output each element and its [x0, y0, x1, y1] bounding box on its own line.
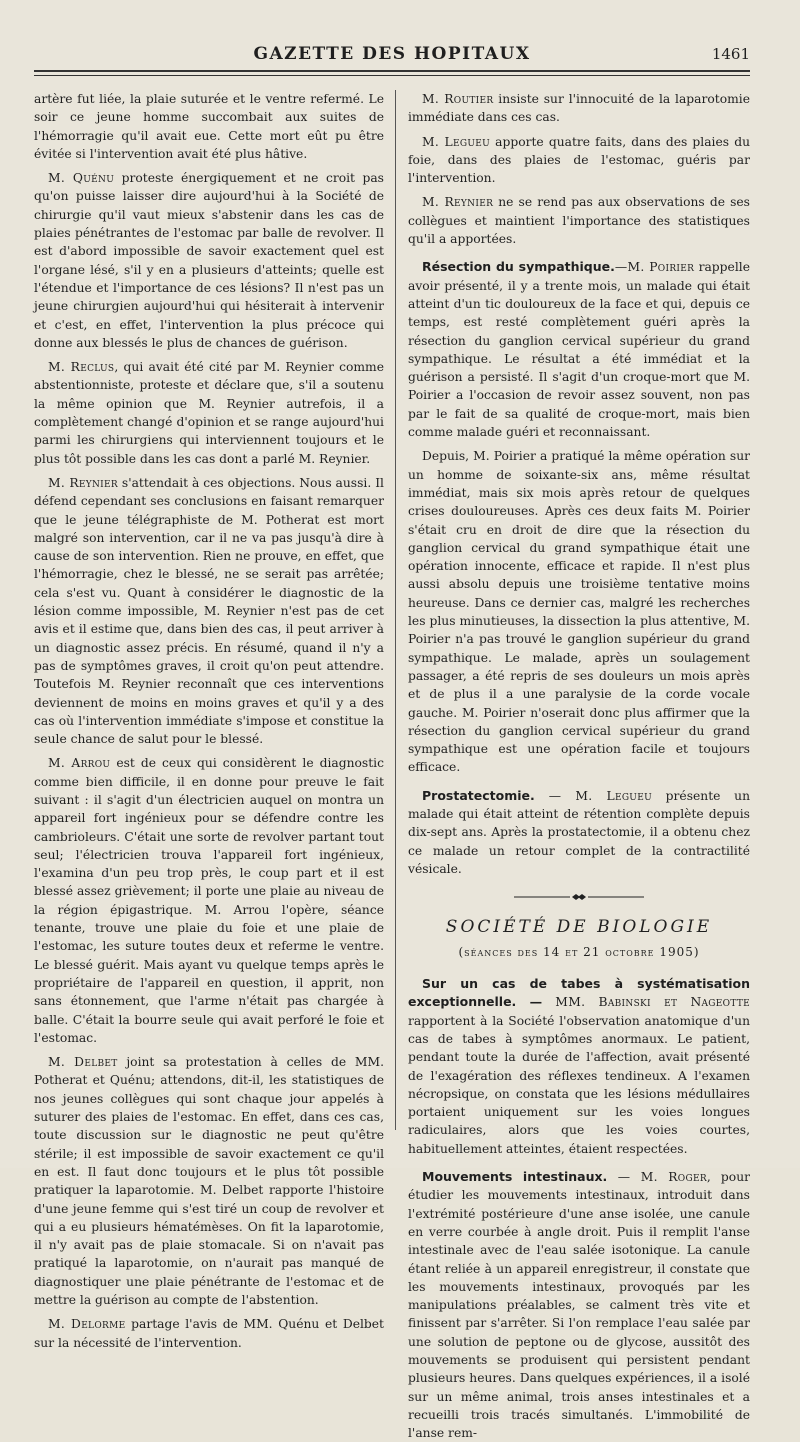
- section-paragraph: Sur un cas de tabes à systématisation exceptionnelle. — MM. Babinski et Nageotte rapportent à la Société l'observation anatomique d'un cas de tabes à symptômes anormaux. Le patient, pendant toute la durée de l'affection, avait présenté de l'exagération des réflexes tendineux. A l'examen nécropsique, on constata que les lésions médullaires portaient uniquement sur les voies longues radiculaires, alors que les voies courtes, habituellement atteintes, étaient respectées.: [408, 976, 750, 1156]
- paragraph: M. Routier insiste sur l'innocuité de la laparotomie immédiate dans ces cas.: [408, 92, 750, 125]
- speaker-name: M. Legueu: [422, 134, 490, 149]
- section-heading: Sur un cas de tabes à systématisation exceptionnelle. —: [408, 976, 750, 1010]
- speaker-name: — M. Legueu: [534, 788, 652, 803]
- session-dates: (séances des 14 et 21 octobre 1905): [458, 944, 700, 959]
- speaker-name: MM. Babinski et Nageotte: [542, 995, 750, 1010]
- speaker-name: — M. Roger: [607, 1170, 707, 1185]
- speaker-name: M. Delbet: [48, 1055, 118, 1070]
- page-number: 1461: [711, 45, 750, 63]
- speaker-name: —M. Poirier: [614, 260, 695, 275]
- paragraph: M. Arrou est de ceux qui considèrent le diagnostic comme bien difficile, il en donne pour preuve le fait suivant : il s'agit d'un électricien auquel on montra un appareil fort ingénieux pour se défendre contre les cambrioleurs. C'était une sorte de revolver partant tout seul; l'électricien trouva l'appareil fort ingénieux, l'examina d'un peu trop près, le coup part et il est blessé assez grièvement; il porte une plaie au niveau de la région épigastrique. M. Arrou l'opère, séance tenante, trouve une plaie du foie et une plaie de l'estomac, les suture toutes deux et referme le ventre. Le blessé guérit. Mais ayant vu quelque temps après le propriétaire de l'appareil en question, il apprit, non sans étonnement, que l'arme n'était pas chargée à balle. C'était la bourre seule qui avait perforé le foie et l'estomac.: [34, 756, 384, 1045]
- section-heading: Résection du sympathique.: [422, 259, 615, 275]
- paragraph: Depuis, M. Poirier a pratiqué la même opération sur un homme de soixante-six ans, même résultat immédiat, mais six mois après retour de quelques crises douloureuses. Après ces deux faits M. Poirier s'était cru en droit de dire que la résection du ganglion cervical du grand sympathique était une opération innocente, efficace et rapide. Il n'est plus aussi absolu depuis une troisième tentative moins heureuse. Dans ce dernier cas, malgré les recherches les plus minutieuses, la dissection la plus attentive, M. Poirier n'a pas trouvé le ganglion supérieur du grand sympathique. Le malade, après un soulagement passager, a été repris de ses douleurs un mois après et de plus il a une paralysie de la corde vocale gauche. M. Poirier n'oserait donc plus affirmer que la résection du ganglion cervical supérieur du grand sympathique est une opération facile et toujours efficace.: [408, 449, 750, 775]
- speaker-name: M. Reynier: [422, 195, 494, 210]
- speaker-name: M. Delorme: [48, 1317, 126, 1332]
- paragraph: M. Legueu apporte quatre faits, dans des plaies du foie, dans des plaies de l'estomac, guéris par l'intervention.: [408, 134, 750, 186]
- left-column: [34, 90, 385, 1350]
- page-header: [34, 40, 750, 70]
- speaker-name: M. Reynier: [48, 475, 118, 490]
- speaker-name: M. Routier: [422, 92, 494, 106]
- paragraph: M. Reynier s'attendait à ces objections. Nous aussi. Il défend cependant ses conclusions en faisant remarquer que le jeune télégraphiste de M. Potherat est mort malgré son intervention, car il ne va pas jusqu'à dire à cause de son intervention. Rien ne prouve, en effet, que l'hémorragie, chez le blessé, ne se serait pas arrêtée; cela s'est vu. Quant à considérer le diagnostic de la lésion comme impossible, M. Reynier n'est pas de cet avis et il estime que, dans bien des cas, il peut arriver à un diagnostic assez précis. En résumé, quand il n'y a pas de symptômes graves, il croit qu'on peut attendre. Toutefois M. Reynier reconnaît que ces interventions deviennent de moins en moins graves et qu'il y a des cas où l'intervention immédiate s'impose et constitue la seule chance de salut pour le blessé.: [34, 475, 384, 747]
- header-rule-thin: [34, 75, 750, 76]
- society-title: SOCIÉTÉ DE BIOLOGIE: [445, 917, 713, 938]
- section-ornament: [408, 888, 750, 906]
- paragraph: M. Reclus, qui avait été cité par M. Reynier comme abstentionniste, proteste et déclare que, s'il a soutenu la même opinion que M. Reynier autrefois, il a complètement changé d'opinion et se range aujourd'hui parmi les chirurgiens qui interviennent toujours et le plus tôt possible dans les cas dont a parlé M. Reynier.: [34, 360, 384, 466]
- section-paragraph: Mouvements intestinaux. — M. Roger, pour étudier les mouvements intestinaux, introduit dans l'extrémité postérieure d'une anse isolée, une canule en verre courbée à angle droit. Puis il remplit l'anse intestinale avec de l'eau salée isotonique. La canule étant reliée à un appareil enregistreur, il constate que les mouvements intestinaux, provoqués par les manipulations préalables, se calment très vite et finissent par s'arrêter. Si l'on remplace l'eau salée par une solution de peptone ou de glycose, aussitôt des mouvements se produisent qui persistent pendant plusieurs heures. Dans quelques expériences, il a isolé sur un même animal, trois anses intestinales et a recueilli trois tracés simultanés. L'immobilité de l'anse rem-: [408, 1169, 750, 1441]
- section-heading: Mouvements intestinaux.: [422, 1169, 608, 1185]
- journal-title: GAZETTE DES HOPITAUX: [253, 44, 531, 64]
- paragraph: M. Delorme partage l'avis de MM. Quénu et Delbet sur la nécessité de l'intervention.: [34, 1317, 384, 1350]
- paragraph: M. Delbet joint sa protestation à celles de MM. Potherat et Quénu; attendons, dit-il, les statistiques de nos jeunes collègues qui sont chaque jour appelés à suturer des plaies de l'estomac. En effet, dans ces cas, toute discussion sur le diagnostic ne peut qu'être stérile; il est impossible de savoir exactement ce qu'il en est. Il faut donc toujours et le plus tôt possible pratiquer la laparotomie. M. Delbet rapporte l'histoire d'une jeune femme qui s'est tiré un coup de revolver et qui a eu plusieurs hématémèses. On fit la laparotomie, il n'y avait pas de plaie stomacale. Si on n'avait pas pratiqué la laparotomie, on n'aurait pas manqué de diagnostiquer une plaie pénétrante de l'estomac et de mettre la guérison au compte de l'abstention.: [34, 1055, 385, 1307]
- speaker-name: M. Reclus: [48, 360, 115, 375]
- paragraph: artère fut liée, la plaie suturée et le ventre refermé. Le soir ce jeune homme succombait aux suites de l'hémorragie qu'il avait eue. Cette mort eût pu être évitée si l'intervention avait été plus hâtive.: [34, 92, 384, 161]
- paragraph: M. Quénu proteste énergiquement et ne croit pas qu'on puisse laisser dire aujourd'hui à la Société de chirurgie qu'il vaut mieux s'abstenir dans les cas de plaies pénétrantes de l'estomac par balle de revolver. Il est d'abord impossible de savoir exactement quel est l'organe lésé, s'il y en a plusieurs d'atteints; quelle est l'étendue et l'importance de ces lésions? Il n'est pas un jeune chirurgien aujourd'hui qui hésiterait à intervenir et c'est, en effet, l'intervention la plus précoce qui donne aux blessés le plus de chances de guérison.: [34, 171, 384, 350]
- header-rule-thick: [34, 70, 750, 72]
- speaker-name: M. Arrou: [48, 756, 111, 771]
- section-paragraph: Résection du sympathique.—M. Poirier rappelle avoir présenté, il y a trente mois, un malade qui était atteint d'un tic douloureux de la face et qui, depuis ce temps, est resté complètement guéri après la résection du ganglion cervical supérieur du grand sympathique. Le résultat a été immédiat et la guérison a persisté. Il s'agit d'un croque-mort que M. Poirier a l'occasion de revoir assez souvent, non pas par le fait de sa qualité de croque-mort, mais bien comme malade guéri et reconnaissant.: [408, 259, 750, 440]
- speaker-name: M. Quénu: [48, 171, 115, 186]
- column-divider: [395, 90, 396, 1130]
- right-column: [408, 90, 750, 1441]
- paragraph: M. Reynier ne se rend pas aux observations de ses collègues et maintient l'importance des statistiques qu'il a apportées.: [408, 195, 750, 247]
- section-heading: Prostatectomie.: [422, 787, 535, 803]
- section-paragraph: Prostatectomie. — M. Legueu présente un malade qui était atteint de rétention complète depuis dix-sept ans. Après la prostatectomie, il a obtenu chez ce malade un retour complet de la contractilité vésicale.: [408, 787, 750, 876]
